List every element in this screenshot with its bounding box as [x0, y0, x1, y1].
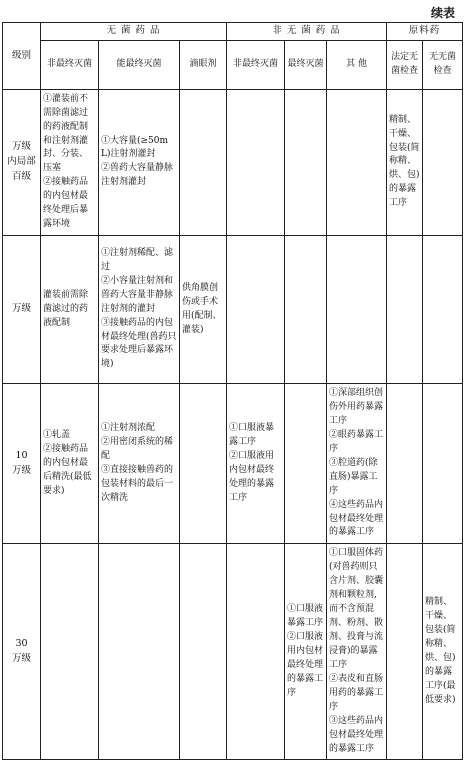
- table-cell: [227, 89, 285, 235]
- table-cell: 精制、干燥、包装(简称精、烘、包)的暴露工序: [387, 89, 423, 235]
- header-sterile: 无 菌 药 品: [41, 23, 227, 41]
- table-cell: 供角膜创伤或手术用(配制、灌装): [180, 236, 227, 384]
- subheader-cell: 法定无菌检查: [387, 40, 423, 89]
- table-cell: [227, 236, 285, 384]
- header-level: 级别: [3, 23, 41, 90]
- table-cell: [327, 89, 387, 235]
- table-row: [3, 544, 463, 760]
- table-cell: 灌装前需除菌滤过的药液配制: [41, 236, 99, 384]
- table-cell: ①注射剂稀配、滤过 ②小容量注射剂和兽药大容量非静脉注射剂的灌封 ③接触药品的内包材最终处理(兽药只要求处理后暴露环境): [99, 236, 180, 384]
- table-cell: [387, 544, 423, 760]
- table-cell: ①灌装前不需除菌滤过的药液配制和注射剂灌封、分装、压塞 ②接触药品的内包材最终处理后暴露环境: [41, 89, 99, 235]
- table-cell: [180, 384, 227, 544]
- level-cell: 10 万级: [3, 384, 41, 544]
- subheader-cell: 其 他: [327, 40, 387, 89]
- table-cell: [387, 236, 423, 384]
- subheader-cell: 非最终灭菌: [41, 40, 99, 89]
- header-row-2: [3, 40, 463, 89]
- table-cell: [423, 89, 463, 235]
- header-row-1: [3, 23, 463, 41]
- subheader-cell: 滴眼剂: [180, 40, 227, 89]
- table-cell: ①注射剂浓配 ②用密闭系统的稀配 ③直接接触兽药的包装材料的最后一次精洗: [99, 384, 180, 544]
- table-cell: [227, 544, 285, 760]
- table-cell: [423, 236, 463, 384]
- table-cell: ①口服液暴露工序 ②口服液用内包材最终处理的暴露工序: [285, 544, 327, 760]
- continued-label: 续表: [430, 6, 455, 20]
- header-nonsterile: 非 无 菌 药 品: [227, 23, 387, 41]
- table-cell: [387, 384, 423, 544]
- cleanroom-grade-table: [2, 22, 463, 760]
- table-cell: ①深部组织创伤外用药暴露工序 ②眼药暴露工序 ③腔道药(除直肠)暴露工序 ④这些药品内包材最终处理的暴露工序: [327, 384, 387, 544]
- table-cell: [180, 544, 227, 760]
- table-cell: [285, 89, 327, 235]
- subheader-cell: 非最终灭菌: [227, 40, 285, 89]
- subheader-cell: 能最终灭菌: [99, 40, 180, 89]
- header-raw: 原料药: [387, 23, 463, 41]
- table-cell: ①轧盖 ②接触药品的内包材最后精洗(最低要求): [41, 384, 99, 544]
- table-cell: ①口服固体药(对兽药则只含片剂、胶囊剂和颗粒剂,而不含预混剂、粉剂、散剂、投膏与流浸膏)的暴露工序 ②表皮和直肠用药的暴露工序 ③这些药品内包材最终处理的暴露工序: [327, 544, 387, 760]
- level-cell: 万级 内局部 百级: [3, 89, 41, 235]
- table-cell: [180, 89, 227, 235]
- level-cell: 30 万级: [3, 544, 41, 760]
- table-cell: [41, 544, 99, 760]
- level-cell: 万级: [3, 236, 41, 384]
- subheader-cell: 无无菌检查: [423, 40, 463, 89]
- table-cell: [423, 384, 463, 544]
- table-cell: ①口服液暴露工序 ②口服液用内包材最终处理的暴露工序: [227, 384, 285, 544]
- table-cell: ①大容量(≥50mL)注射剂灌封 ②兽药大容量静脉注射剂灌封: [99, 89, 180, 235]
- subheader-cell: 最终灭菌: [285, 40, 327, 89]
- table-cell: [285, 236, 327, 384]
- table-row: [3, 236, 463, 384]
- table-cell: [285, 384, 327, 544]
- table-cell: 精制、干燥、包装(简称精、烘、包)的暴露工序(最低要求): [423, 544, 463, 760]
- table-row: [3, 89, 463, 235]
- table-cell: [99, 544, 180, 760]
- table-cell: [327, 236, 387, 384]
- table-row: [3, 384, 463, 544]
